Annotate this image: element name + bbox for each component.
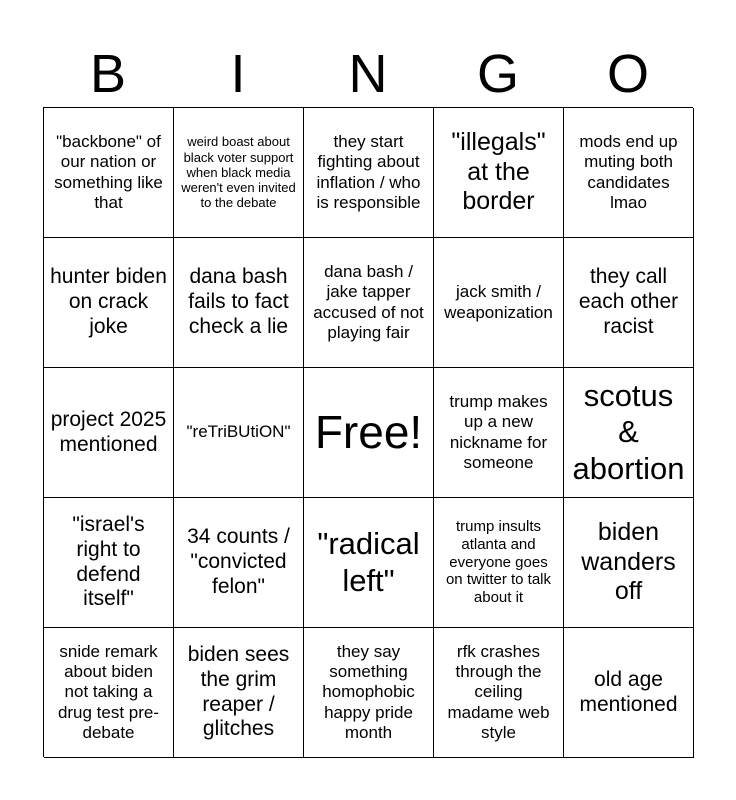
cell-text: mods end up muting both candidates lmao <box>579 132 678 212</box>
cell-text: snide remark about biden not taking a drug test pre-debate <box>57 642 160 742</box>
cell-text: dana bash fails to fact check a lie <box>188 265 289 338</box>
header-letter-o: O <box>606 44 649 104</box>
bingo-cell[interactable] <box>434 498 564 628</box>
bingo-cell[interactable] <box>564 108 694 238</box>
header-letter-i: I <box>230 44 246 104</box>
cell-text: "reTriBUtiON" <box>186 422 291 442</box>
bingo-header <box>43 42 693 106</box>
cell-text: dana bash / jake tapper accused of not playing fair <box>313 262 424 342</box>
free-space-cell[interactable] <box>304 368 434 498</box>
cell-text: "illegals" at the border <box>451 128 546 216</box>
bingo-cell[interactable] <box>434 108 564 238</box>
bingo-cell[interactable] <box>44 108 174 238</box>
cell-text: they say something homophobic happy pride month <box>322 642 415 742</box>
bingo-cell[interactable] <box>174 108 304 238</box>
bingo-cell[interactable] <box>174 628 304 758</box>
bingo-cell[interactable] <box>304 108 434 238</box>
header-letter-b: B <box>89 44 127 104</box>
bingo-cell[interactable] <box>304 628 434 758</box>
cell-text: trump insults atlanta and everyone goes on twitter to talk about it <box>445 518 552 607</box>
cell-text: project 2025 mentioned <box>50 407 167 456</box>
bingo-cell[interactable] <box>434 628 564 758</box>
cell-text: jack smith / weaponization <box>444 282 553 322</box>
bingo-cell[interactable] <box>44 628 174 758</box>
bingo-cell[interactable] <box>304 238 434 368</box>
cell-text: trump makes up a new nickname for someone <box>449 392 548 472</box>
bingo-cell[interactable] <box>304 498 434 628</box>
cell-text: 34 counts / "convicted felon" <box>187 525 290 598</box>
bingo-cell[interactable] <box>434 368 564 498</box>
cell-text: "israel's right to defend itself" <box>72 512 145 611</box>
header-letter-g: G <box>476 44 519 104</box>
cell-text: old age mentioned <box>579 667 678 716</box>
cell-text: hunter biden on crack joke <box>50 265 167 338</box>
free-space-text: Free! <box>314 406 423 459</box>
bingo-cell[interactable] <box>174 368 304 498</box>
bingo-cell[interactable] <box>434 238 564 368</box>
bingo-cell[interactable] <box>44 368 174 498</box>
cell-text: weird boast about black voter support when black media weren't even invited to the debate <box>181 134 296 211</box>
cell-text: scotus & abortion <box>572 377 685 486</box>
cell-text: "radical left" <box>317 525 420 598</box>
bingo-cell[interactable] <box>44 238 174 368</box>
bingo-cell[interactable] <box>174 238 304 368</box>
cell-text: they start fighting about inflation / who is responsible <box>316 132 421 212</box>
bingo-cell[interactable] <box>564 628 694 758</box>
header-letter-n: N <box>348 44 388 104</box>
bingo-cell[interactable] <box>44 498 174 628</box>
cell-text: biden wanders off <box>581 518 676 606</box>
cell-text: "backbone" of our nation or something like that <box>54 132 163 212</box>
bingo-cell[interactable] <box>564 238 694 368</box>
cell-text: rfk crashes through the ceiling madame web style <box>447 642 550 742</box>
bingo-cell[interactable] <box>564 368 694 498</box>
cell-text: they call each other racist <box>578 265 679 338</box>
bingo-cell[interactable] <box>564 498 694 628</box>
bingo-board <box>43 107 693 757</box>
cell-text: biden sees the grim reaper / glitches <box>187 642 290 741</box>
bingo-cell[interactable] <box>174 498 304 628</box>
